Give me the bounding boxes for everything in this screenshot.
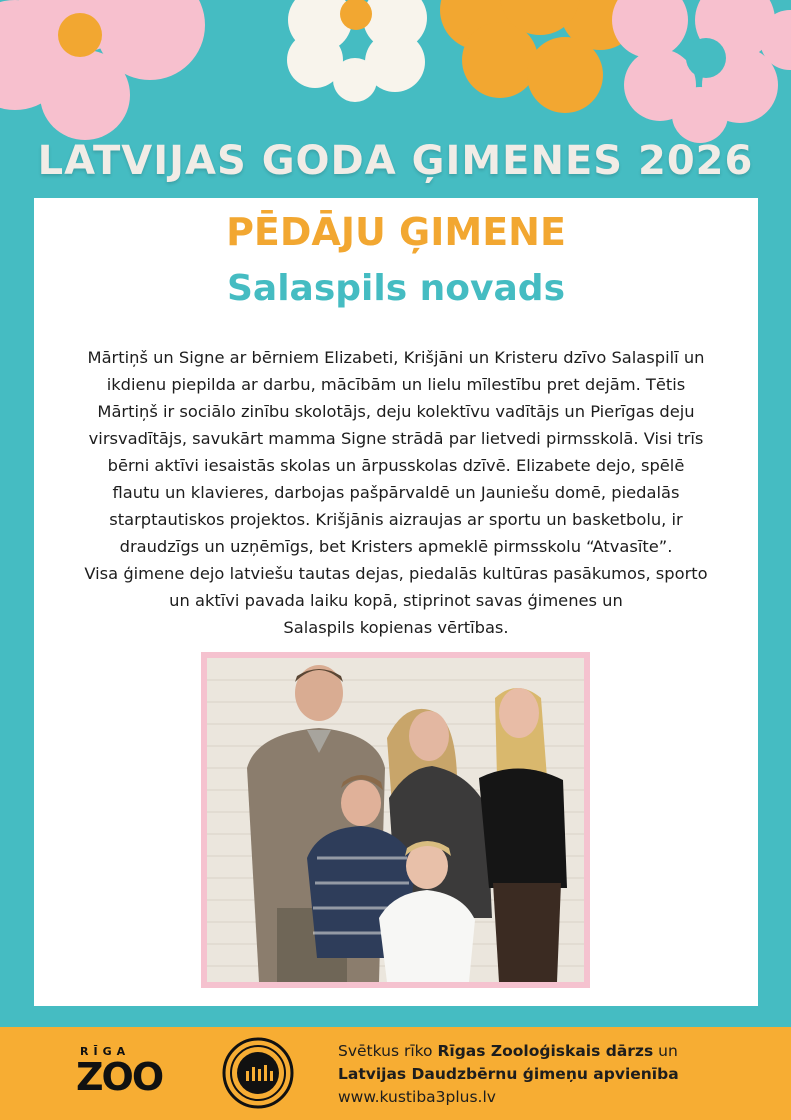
story-line: Mārtiņš ir sociālo zinību skolotājs, deju kolektīvu vadītājs un Pierīgas deju: [97, 402, 695, 421]
flower-decoration: [0, 0, 791, 150]
organizer-suffix: un: [653, 1042, 678, 1060]
family-story: [56, 344, 736, 641]
story-line: ikdienu piepilda ar darbu, mācībām un lielu mīlestību pret dejām. Tētis: [106, 375, 686, 394]
story-line: Visa ģimene dejo latviešu tautas dejas, piedalās kultūras pasākumos, sporto: [84, 564, 708, 583]
zoo-logo-small: RĪGA: [80, 1045, 131, 1058]
organizer-line-1: [338, 1040, 778, 1063]
photo-frame: [201, 652, 590, 988]
family-card: [34, 198, 758, 1006]
organizer-prefix: Svētkus rīko: [338, 1042, 438, 1060]
association-logo-icon: [222, 1037, 294, 1109]
organizer-line-2: [338, 1063, 778, 1086]
pink-flower-left-center: [58, 13, 102, 57]
story-line: Mārtiņš un Signe ar bērniem Elizabeti, Krišjāni un Kristeru dzīvo Salaspilī un: [87, 348, 705, 367]
organizer-info: [338, 1040, 778, 1109]
story-line: un aktīvi pavada laiku kopā, stiprinot savas ģimenes un: [169, 591, 623, 610]
riga-zoo-logo: [76, 1045, 184, 1101]
zoo-logo-big: ZOO: [76, 1055, 163, 1099]
pink-flower-right-center: [686, 38, 726, 78]
organizer-website[interactable]: www.kustiba3plus.lv: [338, 1088, 496, 1106]
story-line: draudzīgs un uzņēmīgs, bet Kristers apmeklē pirmsskolu “Atvasīte”.: [119, 537, 673, 556]
orange-flower: [440, 0, 640, 113]
family-name: PĒDĀJU ĢIMENE: [226, 210, 566, 254]
page-title: LATVIJAS GODA ĢIMENES 2026: [37, 138, 754, 184]
region-name: Salaspils novads: [226, 268, 565, 309]
organizer-zoo-name: Rīgas Zooloģiskais dārzs: [437, 1042, 654, 1060]
story-line: starptautiskos projektos. Krišjānis aizraujas ar sportu un basketbolu, ir: [109, 510, 683, 529]
pink-flower-left: [0, 0, 205, 140]
story-line: flautu un klavieres, darbojas pašpārvaldē un Jauniešu domē, piedalās: [112, 483, 680, 502]
organizer-association-name: Latvijas Daudzbērnu ģimeņu apvienība: [338, 1065, 679, 1083]
family-photo: [207, 658, 584, 982]
story-line: virsvadītājs, savukārt mamma Signe strādā par lietvedi pirmsskolā. Visi trīs: [88, 429, 704, 448]
story-line: bērni aktīvi iesaistās skolas un ārpusskolas dzīvē. Elizabete dejo, spēlē: [107, 456, 685, 475]
story-line: Salaspils kopienas vērtības.: [283, 618, 509, 637]
family-photo-illustration: [207, 658, 584, 982]
footer: [0, 1027, 791, 1120]
